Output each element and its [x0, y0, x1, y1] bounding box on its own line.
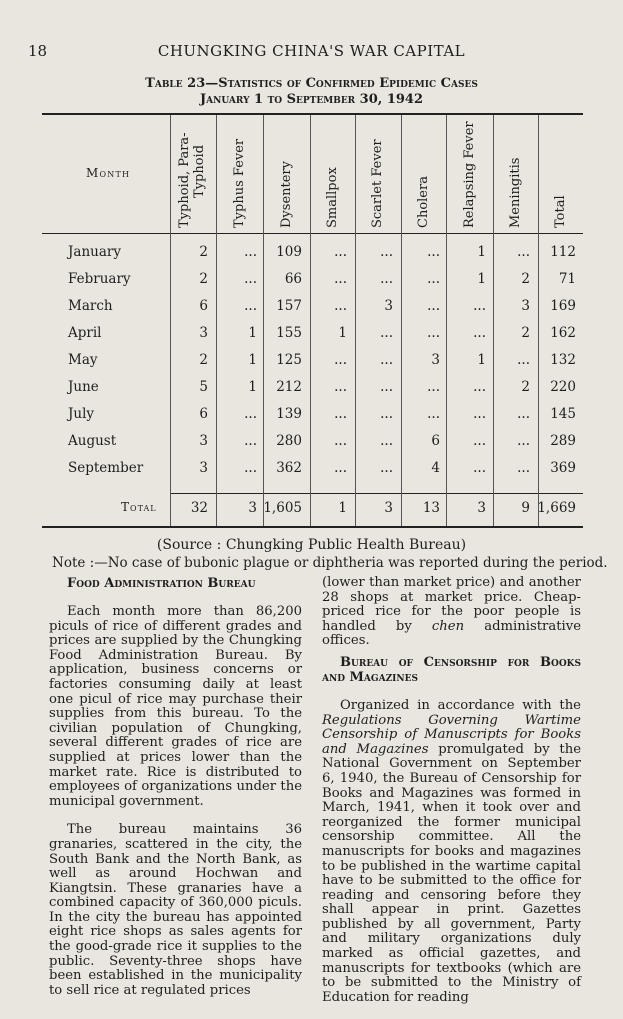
- table-cell: ...: [334, 433, 347, 449]
- table-cell: 109: [276, 244, 302, 260]
- table-cell: 362: [276, 460, 302, 476]
- table-title-line1: Table 23—Statistics of Confirmed Epidemic Cases: [145, 76, 478, 91]
- table-cell: ...: [473, 325, 486, 341]
- section-heading-food: Food Administration Bureau: [67, 576, 256, 591]
- table-cell: 2: [521, 325, 530, 341]
- table-cell: 3: [199, 433, 208, 449]
- table-cell: 2: [199, 352, 208, 368]
- table-cell: 125: [276, 352, 302, 368]
- table-cell: 162: [550, 325, 576, 341]
- table-source: (Source : Chungking Public Health Bureau): [156, 537, 467, 553]
- month-label: June: [68, 379, 99, 395]
- month-label: January: [68, 244, 121, 260]
- table-cell: 2: [521, 271, 530, 287]
- col-header-total: Total: [553, 195, 568, 228]
- table-cell: 157: [276, 298, 302, 314]
- text-run: (lower than market price) and another 28 shops at market price. Cheap-priced rice for the poor people is handled by: [322, 575, 581, 634]
- month-label: September: [68, 460, 144, 476]
- month-label: May: [68, 352, 98, 368]
- page-number: 18: [28, 42, 48, 60]
- table-cell: ...: [473, 460, 486, 476]
- total-cell: 32: [190, 500, 208, 516]
- table-cell: ...: [334, 379, 347, 395]
- table-cell: 212: [276, 379, 302, 395]
- col-header-cholera: Cholera: [416, 176, 431, 228]
- table-cell: 1: [248, 325, 257, 341]
- section-heading-censorship: Bureau of Censorship for Books and Magazines: [322, 654, 581, 685]
- table-cell: 71: [558, 271, 576, 287]
- table-cell: ...: [244, 460, 257, 476]
- table-bottom-rule: [42, 526, 583, 528]
- table-cell: 2: [199, 271, 208, 287]
- text-run: administrative offices.: [322, 618, 581, 649]
- running-title: CHUNGKING CHINA'S WAR CAPITAL: [157, 42, 466, 60]
- table-cell: ...: [334, 460, 347, 476]
- col-header-dysentery: Dysentery: [279, 161, 294, 228]
- table-cell: 169: [550, 298, 576, 314]
- table-cell: 6: [199, 298, 208, 314]
- total-cell: 13: [422, 500, 440, 516]
- table-cell: 3: [199, 460, 208, 476]
- table-cell: ...: [517, 244, 530, 260]
- table-cell: 1: [338, 325, 347, 341]
- table-header-rule: [42, 233, 583, 234]
- table-title: [0, 76, 623, 108]
- table-cell: 369: [550, 460, 576, 476]
- text-run: promulgated by the National Government on September 6, 1940, the Bureau of Censorship for Books and Magazines was formed in March, 1941, when it took over and reorganized the former municipal censorship committee. All the manuscripts for books and magazines to be published in the wartime capital have to be submitted to the office for reading and censoring before they shall appear in print. Gazettes published by all government, Party and military organizations duly marked as official gazettes, and manuscripts for textbooks (which are to be submitted to the Ministry of Education for reading: [322, 741, 581, 1005]
- month-column-header: Month: [86, 166, 131, 180]
- table-cell: 6: [431, 433, 440, 449]
- total-cell: 1: [338, 500, 347, 516]
- total-cell: 3: [384, 500, 393, 516]
- table-cell: 66: [284, 271, 302, 287]
- table-cell: ...: [244, 271, 257, 287]
- table-cell: ...: [473, 298, 486, 314]
- table-cell: 132: [550, 352, 576, 368]
- table-cell: ...: [473, 433, 486, 449]
- month-label: August: [68, 433, 117, 449]
- left-column: [49, 576, 302, 1012]
- table-cell: 3: [431, 352, 440, 368]
- col-header-typhoid-line2: Typhoid: [192, 144, 207, 198]
- table-cell: 1: [477, 244, 486, 260]
- month-label: March: [68, 298, 113, 314]
- table-cell: 139: [276, 406, 302, 422]
- col-header-scarlet: Scarlet Fever: [370, 139, 385, 228]
- table-cell: ...: [380, 460, 393, 476]
- table-cell: ...: [380, 379, 393, 395]
- table-cell: ...: [380, 352, 393, 368]
- table-cell: 6: [199, 406, 208, 422]
- text-run-italic: Regulations Governing Wartime Censorship of Manuscripts for Books and Magazines: [322, 712, 581, 757]
- table-cell: ...: [334, 298, 347, 314]
- table-note: Note :—No case of bubonic plague or diphtheria was reported during the period.: [52, 555, 608, 571]
- table-cell: 3: [384, 298, 393, 314]
- table-cell: ...: [380, 433, 393, 449]
- table-cell: ...: [427, 298, 440, 314]
- table-cell: ...: [244, 244, 257, 260]
- table-cell: ...: [473, 379, 486, 395]
- table-cell: 220: [550, 379, 576, 395]
- col-header-typhus: Typhus Fever: [232, 138, 247, 228]
- table-cell: 145: [550, 406, 576, 422]
- paragraph-continued: [322, 576, 581, 649]
- month-label: February: [68, 271, 131, 287]
- table-cell: ...: [517, 352, 530, 368]
- table-cell: ...: [244, 298, 257, 314]
- table-cell: 1: [477, 271, 486, 287]
- table-total-rule: [170, 493, 583, 494]
- table-cell: 155: [276, 325, 302, 341]
- total-cell: 3: [477, 500, 486, 516]
- table-cell: ...: [517, 406, 530, 422]
- table-cell: 2: [521, 379, 530, 395]
- table-cell: ...: [427, 406, 440, 422]
- paragraph: [322, 699, 581, 1005]
- total-cell: 1,605: [263, 500, 302, 516]
- month-label: April: [68, 325, 102, 341]
- table-cell: ...: [380, 325, 393, 341]
- table-cell: 3: [199, 325, 208, 341]
- table-cell: ...: [427, 271, 440, 287]
- table-cell: ...: [473, 406, 486, 422]
- table-cell: ...: [244, 406, 257, 422]
- table-cell: ...: [517, 460, 530, 476]
- table-cell: ...: [380, 406, 393, 422]
- table-cell: 280: [276, 433, 302, 449]
- table-cell: ...: [380, 271, 393, 287]
- month-label: July: [68, 406, 95, 422]
- table-cell: ...: [427, 244, 440, 260]
- paragraph: The bureau maintains 36 granaries, scattered in the city, the South Bank and the North Bank, as well as around Hochwan and Kiangtsin. These granaries have a combined capacity of 360,000 piculs. In the city the bureau has appointed eight rice shops as sales agents for the good-grade rice it supplies to the public. Seventy-three shops have been established in the municipality to sell rice at regulated prices: [49, 822, 302, 998]
- table-cell: ...: [244, 433, 257, 449]
- col-header-meningitis: Meningitis: [508, 157, 523, 228]
- col-header-smallpox: Smallpox: [325, 167, 340, 228]
- table-cell: 289: [550, 433, 576, 449]
- table-top-rule: [42, 113, 583, 115]
- table-cell: ...: [334, 406, 347, 422]
- table-cell: 2: [199, 244, 208, 260]
- total-cell: 1,669: [537, 500, 576, 516]
- table-cell: ...: [334, 352, 347, 368]
- text-run-italic: chen: [431, 618, 465, 634]
- col-header-typhoid-line1: Typhoid, Para-: [177, 132, 192, 228]
- text-run: Organized in accordance with the: [340, 697, 581, 713]
- table-cell: ...: [517, 433, 530, 449]
- table-cell: 1: [477, 352, 486, 368]
- table-cell: 3: [521, 298, 530, 314]
- table-cell: 4: [431, 460, 440, 476]
- table-title-line2: January 1 to September 30, 1942: [199, 92, 424, 107]
- table-cell: 1: [248, 352, 257, 368]
- table-cell: ...: [427, 325, 440, 341]
- right-column: [322, 576, 581, 1019]
- table-cell: ...: [427, 379, 440, 395]
- total-cell: 3: [248, 500, 257, 516]
- table-cell: ...: [334, 271, 347, 287]
- col-header-relapsing: Relapsing Fever: [462, 121, 477, 228]
- table-cell: ...: [380, 244, 393, 260]
- total-label: Total: [121, 500, 157, 514]
- table-cell: 112: [550, 244, 576, 260]
- paragraph: Each month more than 86,200 piculs of rice of different grades and prices are supplied by the Chungking Food Administration Bureau. By application, business concerns or factories consuming daily at least one picul of rice may purchase their supplies from this bureau. To the civilian population of Chungking, several different grades of rice are supplied at prices lower than the market rate. Rice is distributed to employees of organizations under the municipal government.: [49, 604, 302, 809]
- table-cell: ...: [334, 244, 347, 260]
- table-cell: 5: [199, 379, 208, 395]
- total-cell: 9: [521, 500, 530, 516]
- table-cell: 1: [248, 379, 257, 395]
